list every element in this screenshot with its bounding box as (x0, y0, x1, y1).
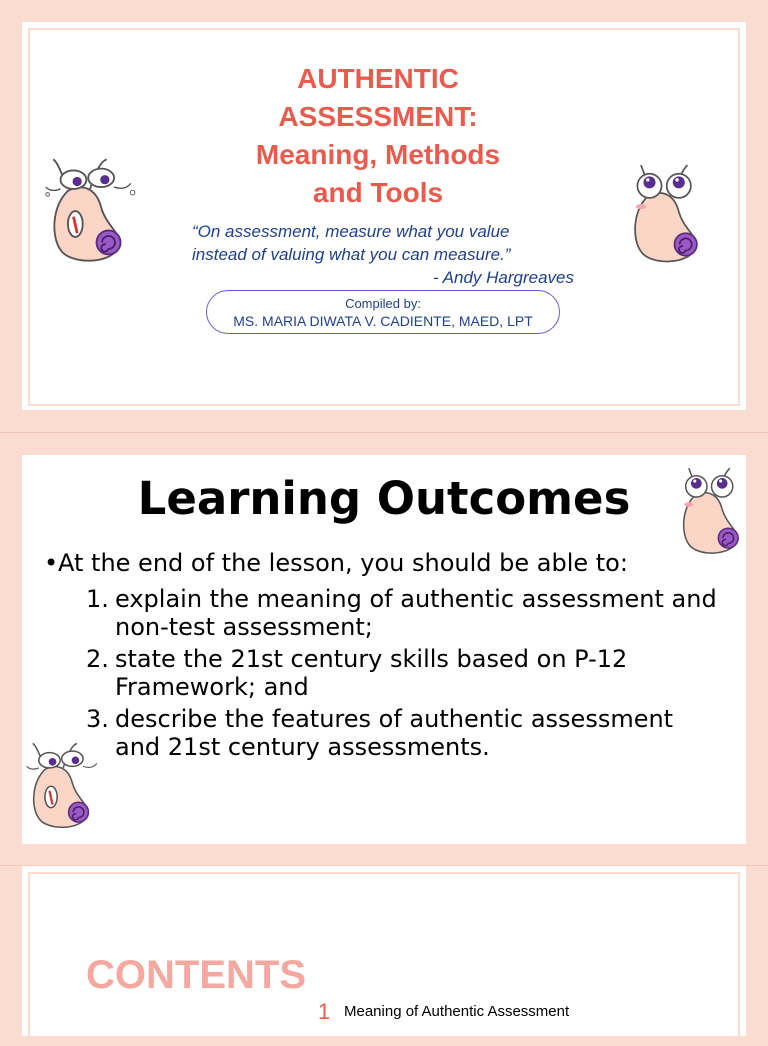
slide-separator (0, 432, 768, 433)
compiled-name: MS. MARIA DIWATA V. CADIENTE, MAED, LPT (233, 313, 533, 329)
list-item (58, 705, 718, 761)
slide-body (44, 549, 718, 765)
quote-line: instead of valuing what you can measure.” (192, 245, 511, 264)
title-line: Meaning, Methods (255, 139, 501, 170)
snail-crying-icon (36, 152, 146, 272)
slide-learning-outcomes (22, 455, 746, 844)
title-line: AUTHENTIC (297, 63, 459, 94)
list-item (58, 645, 718, 701)
slide-title: Learning Outcomes (137, 472, 631, 525)
contents-item-number: 1 (318, 999, 331, 1024)
list-text: explain the meaning of authentic assessment and non-test assessment; (115, 585, 717, 641)
contents-item-text: Meaning of Authentic Assessment (344, 1003, 570, 1020)
outcomes-list (58, 585, 718, 761)
compiled-by-box (206, 290, 560, 334)
list-item (58, 585, 718, 641)
slide-contents (22, 866, 746, 1036)
bullet-marker: • (44, 549, 59, 577)
presentation-title (172, 60, 584, 212)
contents-title: CONTENTS (86, 953, 306, 997)
title-line: ASSESSMENT: (278, 101, 478, 132)
list-number: 1. (86, 585, 109, 613)
compiled-label: Compiled by: (345, 296, 421, 311)
snail-happy-icon (672, 463, 748, 563)
quote-author: - Andy Hargreaves (432, 268, 574, 287)
list-text: state the 21st century skills based on P-12 Framework; and (115, 645, 628, 701)
snail-crying-icon (22, 737, 106, 837)
snail-happy-icon (620, 160, 710, 272)
list-text: describe the features of authentic assessment and 21st century assessments. (115, 705, 674, 761)
list-number: 3. (86, 705, 109, 733)
slide-title (22, 22, 746, 410)
intro-text: At the end of the lesson, you should be able to: (58, 549, 628, 577)
list-number: 2. (86, 645, 109, 673)
quote-line: “On assessment, measure what you value (192, 222, 510, 241)
quote (192, 220, 574, 289)
title-line: and Tools (312, 177, 444, 208)
